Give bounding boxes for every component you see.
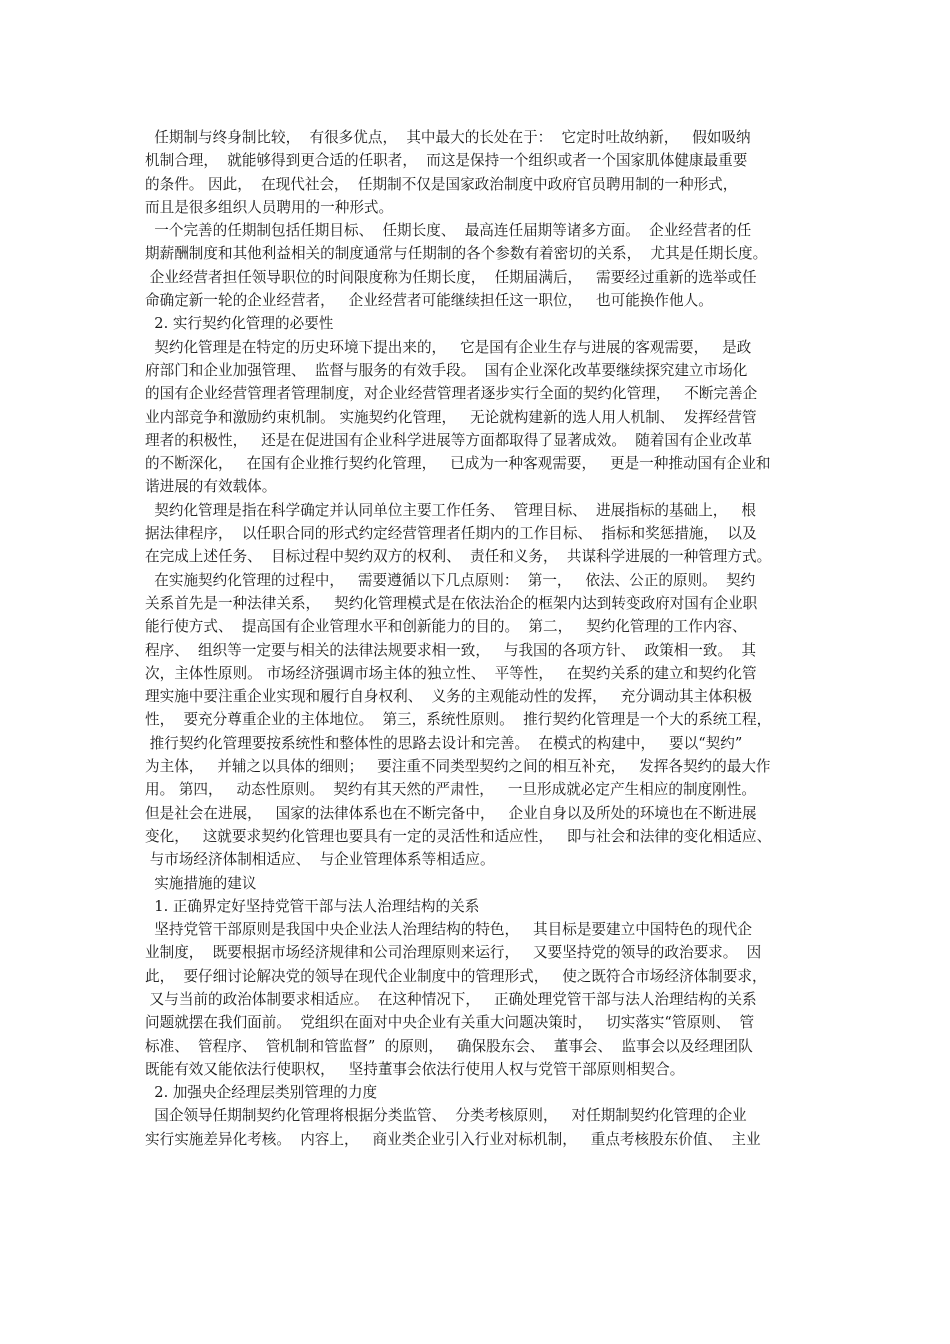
text-line: 在实施契约化管理的过程中， 需要遵循以下几点原则： 第一， 依法、公正的原则。 契约 [145, 571, 756, 589]
text-line: 性， 要充分尊重企业的主体地位。 第三，系统性原则。 推行契约化管理是一个大的系统工程， [145, 711, 772, 729]
document-body [145, 126, 825, 1151]
text-line: 的条件。 因此， 在现代社会， 任期制不仅是国家政治制度中政府官员聘用制的一种形式， [145, 175, 738, 193]
text-line: 而且是很多组织人员聘用的一种形式。 [145, 198, 394, 216]
text-line: 契约化管理是在特定的历史环境下提出来的， 它是国有企业生存与进展的客观需要， 是政 [145, 338, 752, 356]
text-line: 关系首先是一种法律关系， 契约化管理模式是在依法治企的框架内达到转变政府对国有企业职 [145, 594, 758, 612]
text-line: 企业经营者担任领导职位的时间限度称为任期长度， 任期届满后， 需要经过重新的选举或任 [145, 268, 757, 286]
text-line: 实行实施差异化考核。 内容上， 商业类企业引入行业对标机制， 重点考核股东价值、 主业 [145, 1130, 761, 1148]
text-line: 此， 要仔细讨论解决党的领导在现代企业制度中的管理形式， 使之既符合市场经济体制要求， [145, 967, 767, 985]
text-line: 在完成上述任务、 目标过程中契约双方的权利、 责任和义务， 共谋科学进展的一种管理方式。 [145, 548, 772, 566]
text-line: 次，主体性原则。 市场经济强调市场主体的独立性、 平等性， 在契约关系的建立和契约化管 [145, 664, 757, 682]
text-line: 用。 第四， 动态性原则。 契约有其天然的严肃性， 一旦形成就必定产生相应的制度刚性。 [145, 781, 756, 799]
text-line: 既能有效又能依法行使职权， 坚持董事会依法行使用人权与党管干部原则相契合。 [145, 1060, 685, 1078]
text-line: 命确定新一轮的企业经营者， 企业经营者可能继续担任这一职位， 也可能换作他人。 [145, 292, 713, 310]
text-line: 机制合理， 就能够得到更合适的任职者， 而这是保持一个组织或者一个国家肌体健康最重要 [145, 152, 748, 170]
text-line: 业内部竞争和激励约束机制。 实施契约化管理， 无论就构建新的选人用人机制、 发挥经营管 [145, 408, 757, 426]
text-line: 程序、 组织等一定要与相关的法律法规要求相一致， 与我国的各项方针、 政策相一致。 其 [145, 641, 756, 659]
text-line: 推行契约化管理要按系统性和整体性的思路去设计和完善。 在模式的构建中， 要以“契约” [145, 734, 743, 752]
text-line: 标准、 管程序、 管机制和管监督” 的原则， 确保股东会、 董事会、 监事会以及经理团队 [145, 1037, 753, 1055]
text-line: 的国有企业经营管理者管理制度，对企业经营管理者逐步实行全面的契约化管理， 不断完善企 [145, 385, 758, 403]
section-heading: 1. 正确界定好坚持党管干部与法人治理结构的关系 [145, 897, 480, 915]
text-line: 任期制与终身制比较， 有很多优点， 其中最大的长处在于： 它定时吐故纳新， 假如吸纳 [145, 129, 751, 146]
text-line: 业制度， 既要根据市场经济规律和公司治理原则来运行， 又要坚持党的领导的政治要求。 因 [145, 944, 762, 962]
text-line: 与市场经济体制相适应、 与企业管理体系等相适应。 [145, 851, 495, 869]
text-line: 国企领导任期制契约化管理将根据分类监管、 分类考核原则， 对任期制契约化管理的企业 [145, 1107, 747, 1125]
text-line: 问题就摆在我们面前。 党组织在面对中央企业有关重大问题决策时， 切实落实“管原则、 管 [145, 1014, 755, 1032]
text-line: 理者的积极性， 还是在促进国有企业科学进展等方面都取得了显著成效。 随着国有企业改革 [145, 431, 752, 449]
text-line: 坚持党管干部原则是我国中央企业法人治理结构的特色， 其目标是要建立中国特色的现代企 [145, 921, 752, 939]
text-line: 变化， 这就要求契约化管理也要具有一定的灵活性和适应性， 即与社会和法律的变化相适应、 [145, 827, 772, 845]
section-heading: 2. 加强央企经理层类别管理的力度 [145, 1084, 378, 1102]
text-line: 一个完善的任期制包括任期目标、 任期长度、 最高连任届期等诸多方面。 企业经营者的任 [145, 222, 752, 240]
text-line: 又与当前的政治体制要求相适应。 在这种情况下， 正确处理党管干部与法人治理结构的关系 [145, 990, 757, 1008]
section-heading: 2. 实行契约化管理的必要性 [145, 315, 334, 333]
section-heading: 实施措施的建议 [145, 874, 257, 892]
text-line: 能行使方式、 提高国有企业管理水平和创新能力的目的。 第二， 契约化管理的工作内容、 [145, 618, 747, 636]
text-line: 但是社会在进展， 国家的法律体系也在不断完备中， 企业自身以及所处的环境也在不断进展 [145, 804, 757, 822]
text-line: 的不断深化， 在国有企业推行契约化管理， 已成为一种客观需要， 更是一种推动国有企业和 [145, 455, 771, 473]
text-line: 谐进展的有效载体。 [145, 478, 277, 496]
text-line: 期薪酬制度和其他利益相关的制度通常与任期制的各个参数有着密切的关系， 尤其是任期长度。 [145, 245, 768, 263]
text-line: 为主体， 并辅之以具体的细则； 要注重不同类型契约之间的相互补充， 发挥各契约的最大作 [145, 758, 771, 776]
text-line: 理实施中要注重企业实现和履行自身权利、 义务的主观能动性的发挥， 充分调动其主体积极 [145, 688, 752, 706]
text-line: 契约化管理是指在科学确定并认同单位主要工作任务、 管理目标、 进展指标的基础上， 根 [145, 501, 756, 519]
text-line: 府部门和企业加强管理、 监督与服务的有效手段。 国有企业深化改革要继续探究建立市场化 [145, 361, 748, 379]
text-line: 据法律程序， 以任职合同的形式约定经营管理者任期内的工作目标、 指标和奖惩措施， 以及 [145, 525, 757, 543]
